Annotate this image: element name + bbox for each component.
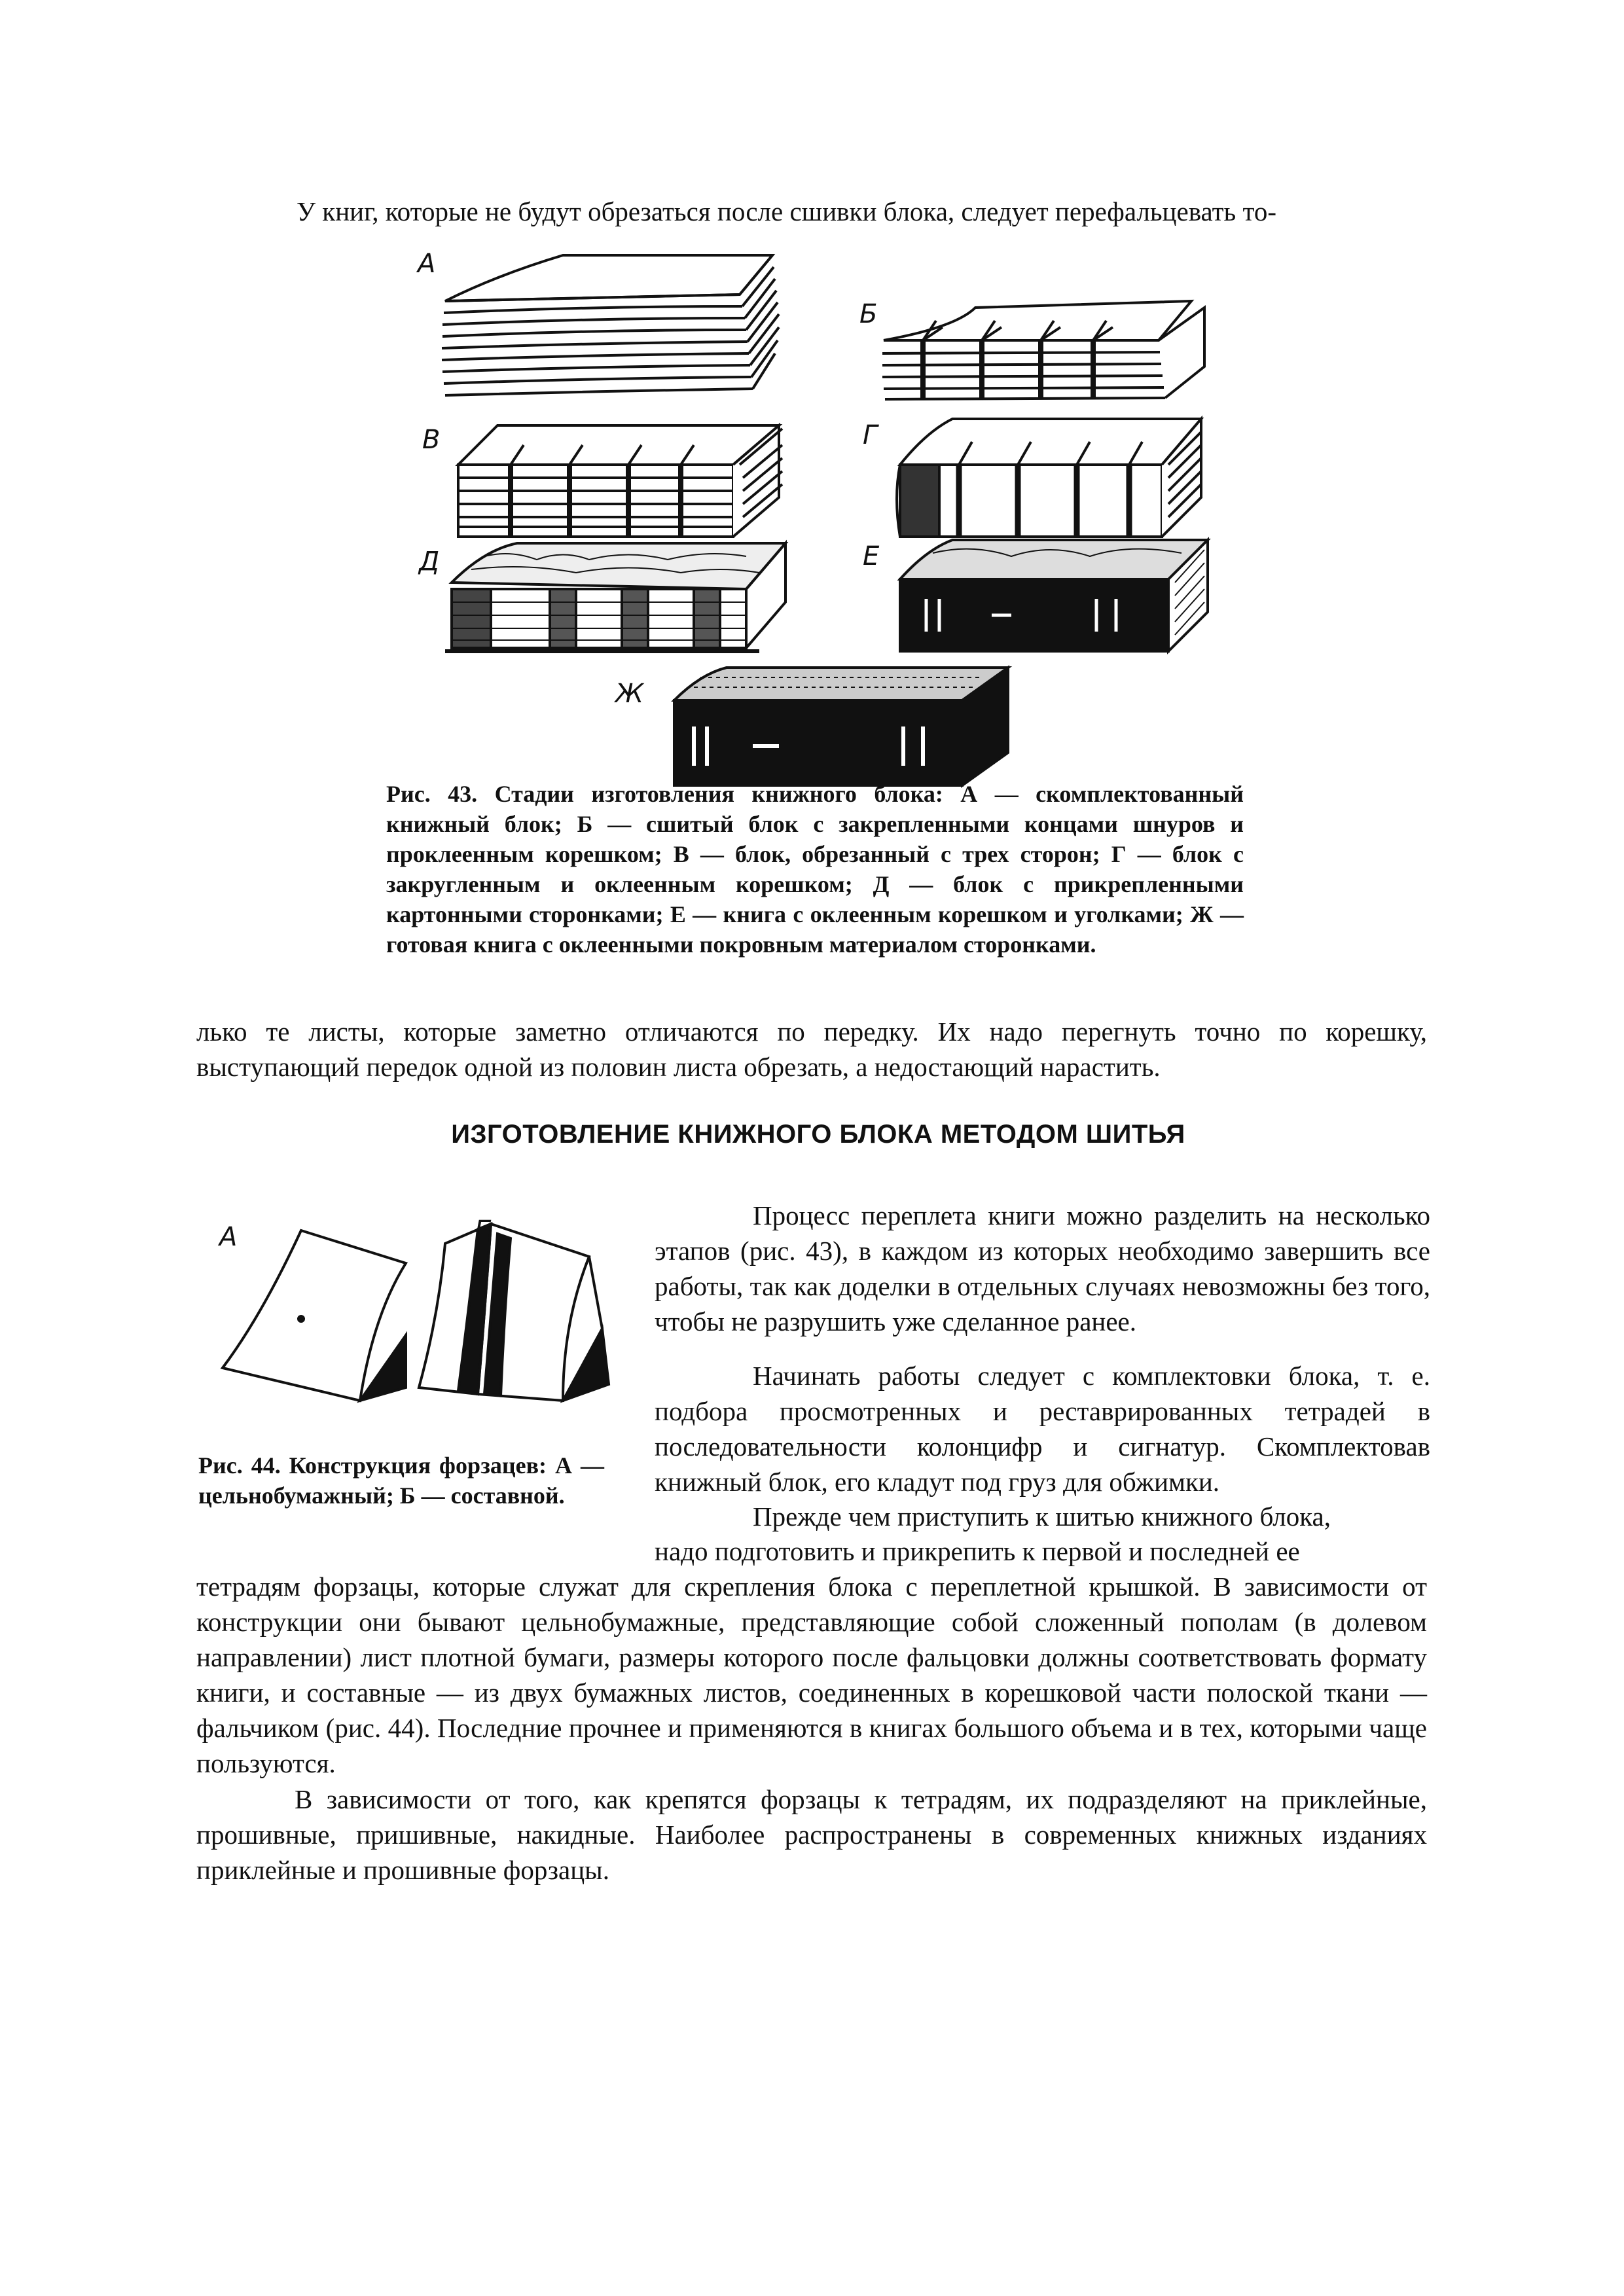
top-line: У книг, которые не будут обрезаться после сшивки блока, следует перефальцевать то- <box>297 196 1277 226</box>
paragraph-3-line2: надо подготовить и прикрепить к первой и последней ее <box>655 1536 1300 1566</box>
fig43-label-v: В <box>422 425 441 455</box>
book-stage-v-illustration <box>452 419 792 543</box>
book-stage-e-illustration <box>880 533 1221 664</box>
paragraph-1: Процесс переплета книги можно разделить на несколько этапов (рис. 43), в каждом из которых необходимо завершить все работы, так как доделки в отдельных случаях невозможны без того, чтобы не разрушить уже сделанное ранее. <box>655 1200 1430 1336</box>
section-heading: ИЗГОТОВЛЕНИЕ КНИЖНОГО БЛОКА МЕТОДОМ ШИТЬЯ <box>451 1120 1185 1149</box>
figure-43-caption: Рис. 43. Стадии изготовления книжного блока: А — скомплектованный книжный блок; Б — сшитый блок с закрепленными концами шнуров и проклеенным корешком; В — блок, обрезанный с трех сторон; Г — блок с закругленным и оклеенным корешком; Д — блок с прикрепленными картонными сторонками; Е — книга с оклеенным корешком и уголками; Ж — готовая книга с оклеенными покровным материалом сторонками. <box>386 781 1244 958</box>
book-stage-zh-illustration <box>655 661 1021 792</box>
continuation-paragraph: лько те листы, которые заметно отличаются по передку. Их надо перегнуть точно по корешку, выступающий передок одной из половин листа обрезать, а недостающий нарастить. <box>196 1016 1427 1082</box>
paragraph-3-rest: тетрадям форзацы, которые служат для скрепления блока с переплетной крышкой. В зависимости от конструкции они бывают цельнобумажные, представляющие собой сложенный пополам (в долевом направлении) лист плотной бумаги, размеры которого после фальцовки должны соответствовать формату книги, и составные — из двух бумажных листов, соединенных в корешковой части полоской ткани — фальчиком (рис. 44). Последние прочнее и применяются в книгах большого объема и в тех, которыми чаще пользуются. <box>196 1571 1427 1778</box>
paragraph-3-start: Прежде чем приступить к шитью книжного блока, <box>753 1501 1331 1532</box>
endpaper-solid-illustration <box>209 1217 425 1414</box>
figure-44-caption: Рис. 44. Конструкция форзацев: А — цельнобумажный; Б — составной. <box>198 1452 604 1509</box>
fig43-label-a: А <box>418 249 436 279</box>
book-stage-g-illustration <box>887 412 1214 543</box>
endpaper-composite-illustration <box>406 1217 641 1414</box>
fig44-label-a: А <box>219 1222 238 1252</box>
fig43-label-b: Б <box>859 299 878 329</box>
fig43-label-e: Е <box>863 541 880 571</box>
book-stage-a-illustration <box>432 249 785 412</box>
fig43-label-d: Д <box>419 547 440 577</box>
fig43-label-zh: Ж <box>615 679 644 709</box>
paragraph-4: В зависимости от того, как крепятся форзацы к тетрадям, их подразделяют на приклейные, прошивные, пришивные, накидные. Наиболее распространены в современных книжных изданиях приклейные и прошивные форзацы. <box>196 1784 1427 1885</box>
book-stage-d-illustration <box>432 537 799 668</box>
paragraph-2: Начинать работы следует с комплектовки блока, т. е. подбора просмотренных и реставрированных тетрадей в последовательности колонцифр и сигнатур. Скомплектовав книжный блок, его кладут под груз для обжимки. <box>655 1361 1430 1497</box>
fig43-label-g: Г <box>863 420 878 450</box>
book-stage-b-illustration <box>877 295 1218 406</box>
